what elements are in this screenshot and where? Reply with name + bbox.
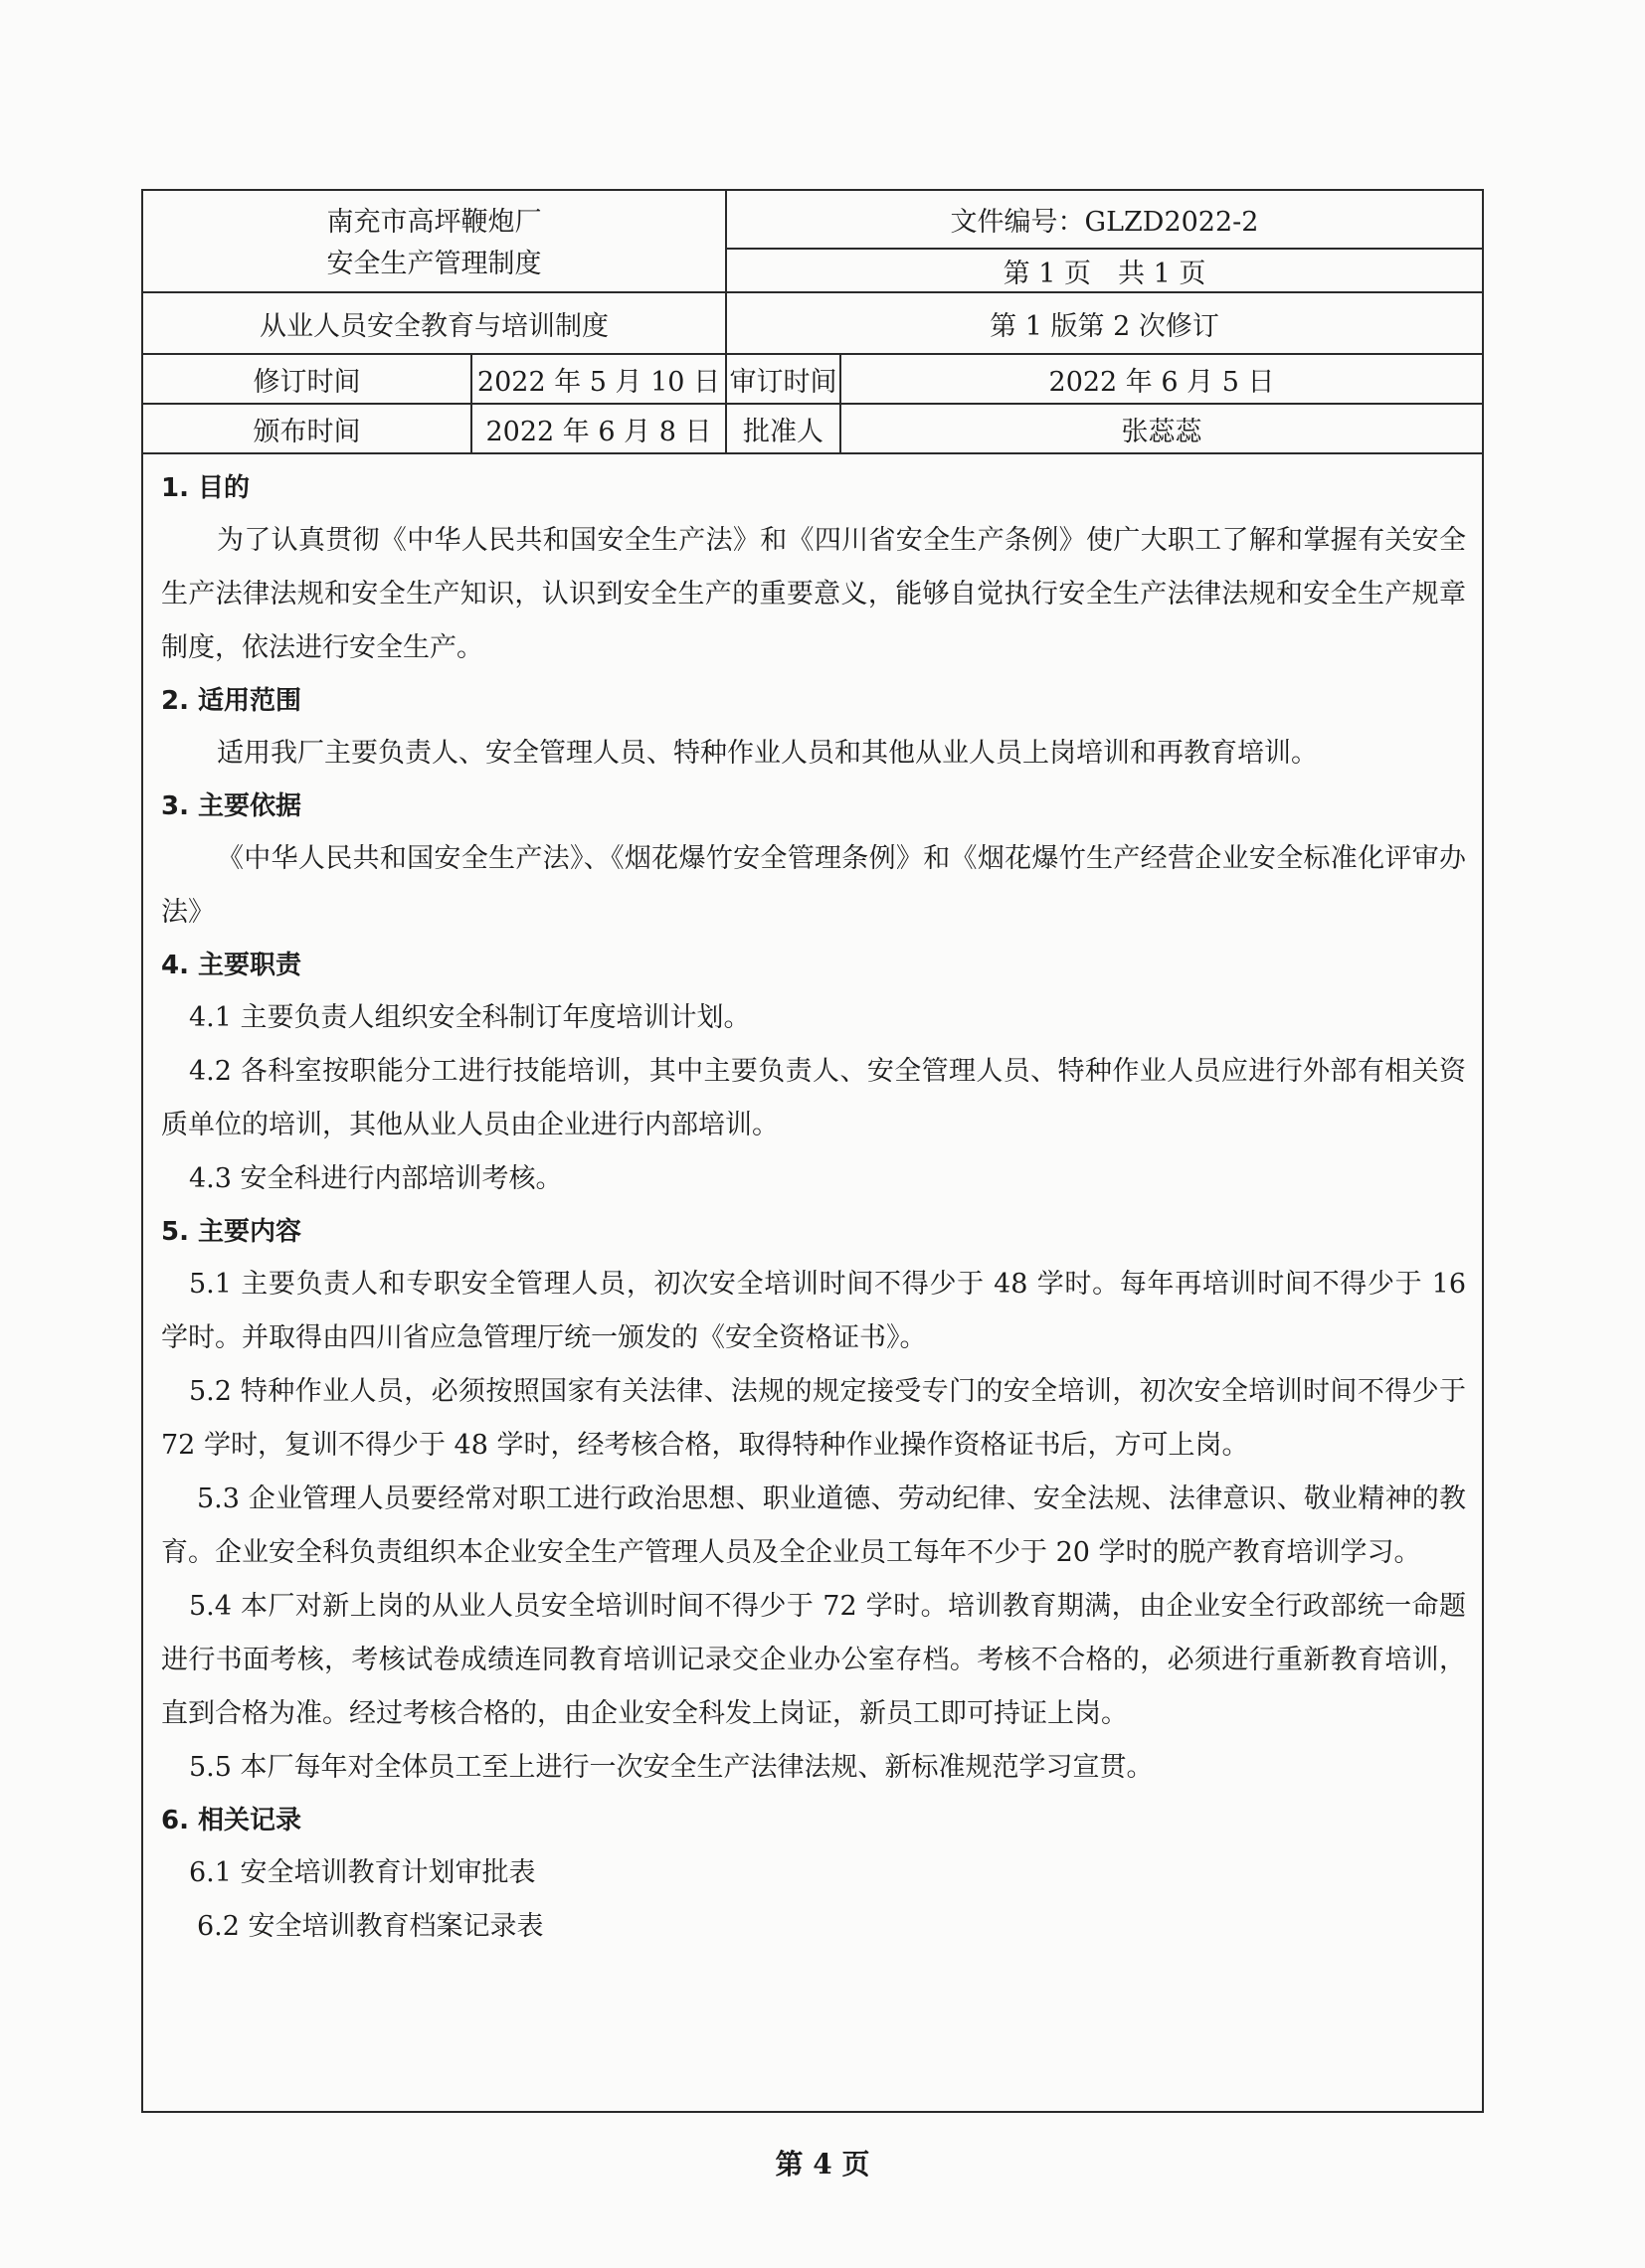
page-number: 第 4 页 (775, 2148, 870, 2181)
company-name: 南充市高坪鞭炮厂 (326, 206, 542, 238)
paragraph: 6.1 安全培训教育计划审批表 (189, 1857, 536, 1888)
paragraph: 4.3 安全科进行内部培训考核。 (189, 1163, 563, 1194)
section-heading: 2. 适用范围 (161, 686, 302, 716)
paragraph: 适用我厂主要负责人、安全管理人员、特种作业人员和其他从业人员上岗培训和再教育培训。 (217, 738, 1318, 769)
section-heading: 6. 相关记录 (161, 1806, 302, 1835)
review-date: 2022 年 6 月 5 日 (840, 354, 1482, 404)
issue-label: 颁布时间 (143, 404, 471, 453)
paragraph: 5.4 本厂对新上岗的从业人员安全培训时间不得少于 72 学时。培训教育期满，由企业安全行政部统一命题进行书面考核，考核试卷成绩连同教育培训记录交企业办公室存档。考核不合格的，必须进行重新教育培训，直到合格为准。经过考核合格的，由企业安全科发上岗证，新员工即可持证上岗。 (161, 1591, 1466, 1729)
paragraph: 4.2 各科室按职能分工进行技能培训，其中主要负责人、安全管理人员、特种作业人员应进行外部有相关资质单位的培训，其他从业人员由企业进行内部培训。 (161, 1056, 1466, 1140)
paragraph: 《中华人民共和国安全生产法》、《烟花爆竹安全管理条例》和《烟花爆竹生产经营企业安全标准化评审办法》 (161, 843, 1466, 928)
header-table (143, 191, 1482, 454)
version-info: 第 1 版第 2 次修订 (726, 292, 1482, 354)
review-label: 审订时间 (726, 354, 840, 404)
paragraph: 5.5 本厂每年对全体员工至上进行一次安全生产法律法规、新标准规范学习宣贯。 (189, 1752, 1154, 1783)
section-heading: 3. 主要依据 (161, 791, 302, 821)
company-cell (143, 191, 726, 292)
section-heading: 5. 主要内容 (161, 1217, 302, 1247)
paragraph: 5.1 主要负责人和专职安全管理人员，初次安全培训时间不得少于 48 学时。每年再培训时间不得少于 16 学时。并取得由四川省应急管理厅统一颁发的《安全资格证书》。 (161, 1269, 1466, 1353)
paragraph: 为了认真贯彻《中华人民共和国安全生产法》和《四川省安全生产条例》使广大职工了解和掌握有关安全生产法律法规和安全生产知识，认识到安全生产的重要意义，能够自觉执行安全生产法律法规和安全生产规章制度，依法进行安全生产。 (161, 525, 1466, 663)
document-body (143, 454, 1482, 1954)
document-frame (141, 189, 1484, 2113)
page-info: 第 1 页 共 1 页 (726, 249, 1482, 292)
section-heading: 4. 主要职责 (161, 951, 302, 980)
paragraph: 5.2 特种作业人员，必须按照国家有关法律、法规的规定接受专门的安全培训，初次安全培训时间不得少于 72 学时，复训不得少于 48 学时，经考核合格，取得特种作业操作资格证书后，方可上岗。 (161, 1376, 1466, 1461)
section-heading: 1. 目的 (161, 473, 251, 503)
revise-label: 修订时间 (143, 354, 471, 404)
doc-title: 从业人员安全教育与培训制度 (143, 292, 726, 354)
approver-name: 张蕊蕊 (840, 404, 1482, 453)
paragraph: 5.3 企业管理人员要经常对职工进行政治思想、职业道德、劳动纪律、安全法规、法律意识、敬业精神的教育。企业安全科负责组织本企业安全生产管理人员及全企业员工每年不少于 20 学时的脱产教育培训学习。 (161, 1483, 1466, 1568)
revise-date: 2022 年 5 月 10 日 (471, 354, 726, 404)
doc-no: 文件编号：GLZD2022-2 (726, 191, 1482, 249)
paragraph: 6.2 安全培训教育档案记录表 (197, 1911, 544, 1942)
issue-date: 2022 年 6 月 8 日 (471, 404, 726, 453)
manual-name: 安全生产管理制度 (326, 248, 542, 279)
approver-label: 批准人 (726, 404, 840, 453)
paragraph: 4.1 主要负责人组织安全科制订年度培训计划。 (189, 1002, 751, 1033)
